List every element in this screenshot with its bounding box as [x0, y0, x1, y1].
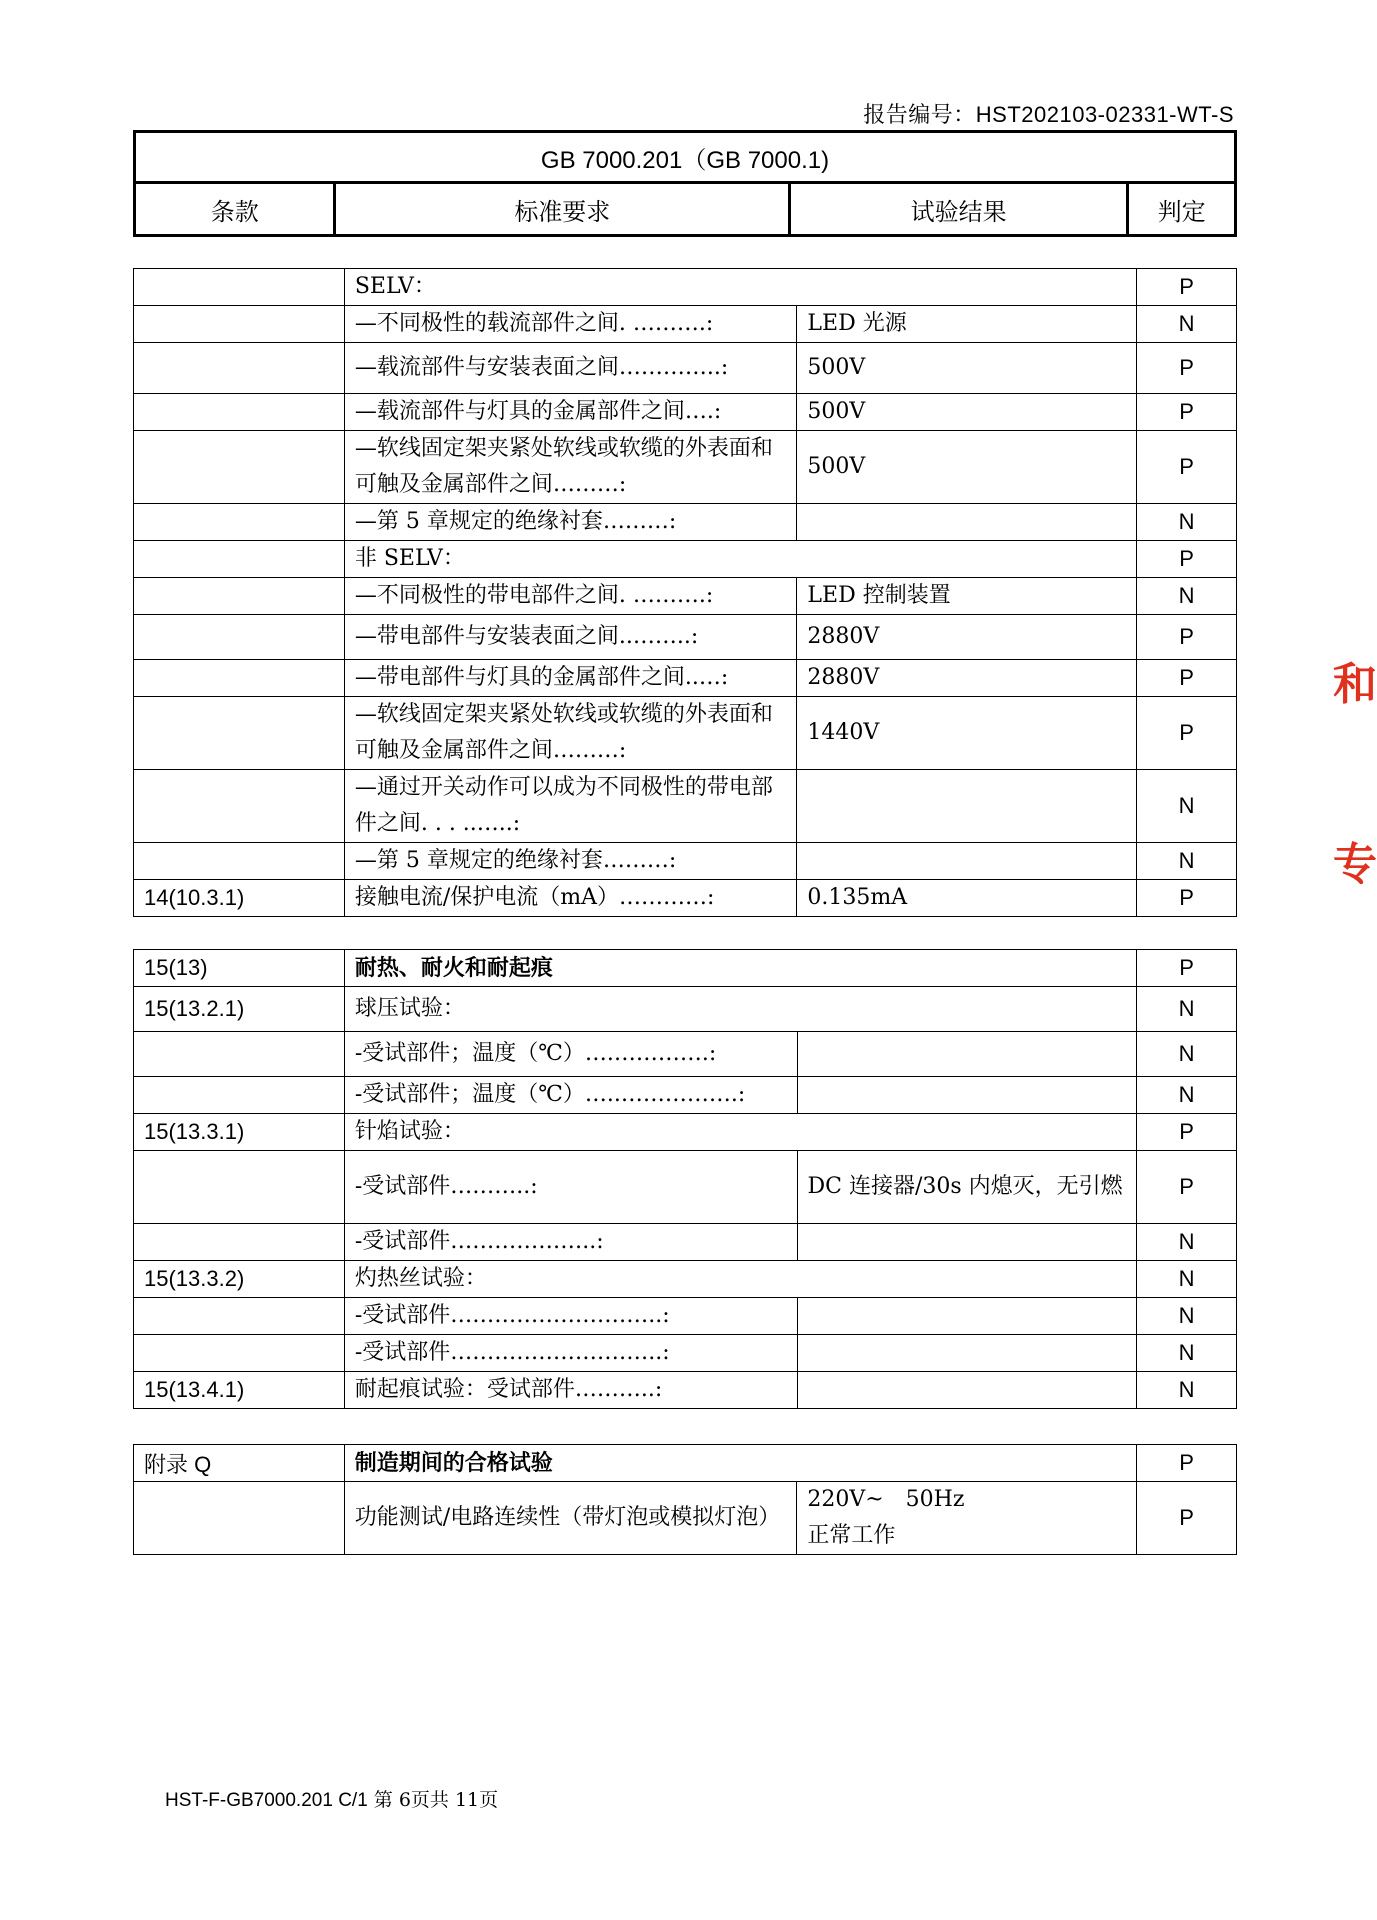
result-cell: 220V~ 50Hz 正常工作 — [797, 1482, 1137, 1555]
result-cell — [797, 1032, 1137, 1077]
table-row — [134, 343, 1237, 394]
requirement-cell: —带电部件与安装表面之间..……..: — [344, 615, 797, 660]
standard-header-table — [133, 130, 1237, 237]
verdict-cell: N — [1137, 987, 1237, 1032]
table-row — [134, 1445, 1237, 1482]
verdict-cell: P — [1137, 431, 1237, 504]
table-row — [134, 880, 1237, 917]
table-row — [134, 1298, 1237, 1335]
result-cell: 2880V — [797, 615, 1137, 660]
requirement-cell: 接触电流/保护电流（mA）…………: — [344, 880, 797, 917]
page-footer — [165, 1785, 498, 1812]
table-row — [134, 770, 1237, 843]
requirement-cell: —通过开关动作可以成为不同极性的带电部件之间. . . ..…..: — [344, 770, 797, 843]
verdict-cell: N — [1137, 504, 1237, 541]
verdict-cell: P — [1137, 660, 1237, 697]
clause-cell — [134, 770, 345, 843]
clause-cell — [134, 1151, 345, 1224]
clause-cell — [134, 843, 345, 880]
clause-cell — [134, 431, 345, 504]
page-number: 第 6页共 11页 — [367, 1789, 499, 1811]
verdict-cell: N — [1137, 1261, 1237, 1298]
clause-cell — [134, 394, 345, 431]
requirement-cell: -受试部件………………..: — [344, 1224, 797, 1261]
requirement-cell: 功能测试/电路连续性（带灯泡或模拟灯泡） — [344, 1482, 797, 1555]
verdict-cell: N — [1137, 578, 1237, 615]
result-cell — [797, 1372, 1137, 1409]
requirement-cell: —不同极性的带电部件之间. ……….: — [344, 578, 797, 615]
verdict-cell: N — [1137, 1335, 1237, 1372]
heat-fire-test-table — [133, 949, 1237, 1409]
table-row — [134, 269, 1237, 306]
result-cell — [797, 1077, 1137, 1114]
clause-cell — [134, 269, 345, 306]
table-row — [134, 697, 1237, 770]
requirement-cell: —第 5 章规定的绝缘衬套………: — [344, 843, 797, 880]
verdict-cell: P — [1137, 880, 1237, 917]
table-row — [134, 615, 1237, 660]
requirement-cell: 耐热、耐火和耐起痕 — [344, 950, 1136, 987]
table-row — [134, 1261, 1237, 1298]
table-row — [134, 541, 1237, 578]
clause-cell — [134, 615, 345, 660]
clause-cell: 15(13) — [134, 950, 345, 987]
verdict-cell: P — [1137, 1482, 1237, 1555]
table-row — [134, 504, 1237, 541]
verdict-cell: P — [1137, 394, 1237, 431]
table-row — [134, 950, 1237, 987]
requirement-cell: 球压试验： — [344, 987, 1136, 1032]
requirement-cell: SELV： — [344, 269, 1136, 306]
clause-cell — [134, 1335, 345, 1372]
result-cell — [797, 1224, 1137, 1261]
result-cell: 0.135mA — [797, 880, 1137, 917]
table-row — [134, 1482, 1237, 1555]
requirement-cell: -受试部件………………………..: — [344, 1298, 797, 1335]
verdict-cell: P — [1137, 541, 1237, 578]
table-row — [134, 1077, 1237, 1114]
clause-cell — [134, 343, 345, 394]
verdict-cell: P — [1137, 615, 1237, 660]
requirement-cell: —载流部件与灯具的金属部件之间….: — [344, 394, 797, 431]
result-cell: 500V — [797, 343, 1137, 394]
clause-cell — [134, 1032, 345, 1077]
report-number-line — [863, 98, 1234, 129]
red-stamp-fragment-top: 和 — [1333, 659, 1377, 710]
verdict-cell: P — [1137, 1151, 1237, 1224]
clause-cell — [134, 578, 345, 615]
clause-cell — [134, 1298, 345, 1335]
verdict-cell: N — [1137, 306, 1237, 343]
table-row — [134, 1151, 1237, 1224]
form-code: HST-F-GB7000.201 C/1 — [165, 1790, 368, 1811]
result-cell: 1440V — [797, 697, 1137, 770]
table-row — [134, 1032, 1237, 1077]
clause-cell — [134, 541, 345, 578]
table-row — [134, 394, 1237, 431]
clause-cell — [134, 306, 345, 343]
result-cell: 500V — [797, 394, 1137, 431]
column-header-clause: 条款 — [135, 183, 335, 236]
table-row — [134, 306, 1237, 343]
result-cell: DC 连接器/30s 内熄灭，无引燃 — [797, 1151, 1137, 1224]
result-cell — [797, 770, 1137, 843]
clause-cell: 14(10.3.1) — [134, 880, 345, 917]
insulation-test-table — [133, 268, 1237, 917]
report-number-label: 报告编号： — [863, 103, 976, 128]
verdict-cell: N — [1137, 770, 1237, 843]
requirement-cell: —软线固定架夹紧处软线或软缆的外表面和可触及金属部件之间………: — [344, 697, 797, 770]
table-row — [134, 1114, 1237, 1151]
report-number: HST202103-02331-WT-S — [975, 102, 1234, 127]
requirement-cell: —软线固定架夹紧处软线或软缆的外表面和可触及金属部件之间………: — [344, 431, 797, 504]
requirement-cell: 制造期间的合格试验 — [344, 1445, 1136, 1482]
result-cell — [797, 1298, 1137, 1335]
clause-cell: 15(13.4.1) — [134, 1372, 345, 1409]
result-cell: LED 光源 — [797, 306, 1137, 343]
requirement-cell: —带电部件与灯具的金属部件之间..…: — [344, 660, 797, 697]
verdict-cell: N — [1137, 1224, 1237, 1261]
standard-title: GB 7000.201（GB 7000.1) — [135, 132, 1236, 183]
column-header-result: 试验结果 — [790, 183, 1128, 236]
verdict-cell: N — [1137, 1372, 1237, 1409]
table-row — [134, 1372, 1237, 1409]
column-header-verdict: 判定 — [1128, 183, 1236, 236]
verdict-cell: P — [1137, 343, 1237, 394]
verdict-cell: P — [1137, 1445, 1237, 1482]
result-cell: 2880V — [797, 660, 1137, 697]
requirement-cell: —载流部件与安装表面之间…………..: — [344, 343, 797, 394]
clause-cell — [134, 697, 345, 770]
table-row — [134, 987, 1237, 1032]
verdict-cell: N — [1137, 1032, 1237, 1077]
table-row — [134, 843, 1237, 880]
table-row — [134, 660, 1237, 697]
red-stamp-fragment-bottom: 专 — [1333, 839, 1377, 890]
requirement-cell: 非 SELV： — [344, 541, 1136, 578]
table-row — [134, 1335, 1237, 1372]
requirement-cell: 针焰试验： — [344, 1114, 1136, 1151]
result-cell — [797, 504, 1137, 541]
verdict-cell: P — [1137, 1114, 1237, 1151]
verdict-cell: P — [1137, 697, 1237, 770]
clause-cell: 15(13.3.2) — [134, 1261, 345, 1298]
table-row — [134, 431, 1237, 504]
verdict-cell: P — [1137, 950, 1237, 987]
requirement-cell: —第 5 章规定的绝缘衬套………: — [344, 504, 797, 541]
result-cell — [797, 1335, 1137, 1372]
table-row — [134, 1224, 1237, 1261]
clause-cell: 附录 Q — [134, 1445, 345, 1482]
production-test-table — [133, 1444, 1237, 1555]
result-cell: LED 控制装置 — [797, 578, 1137, 615]
requirement-cell: -受试部件………………………..: — [344, 1335, 797, 1372]
clause-cell — [134, 660, 345, 697]
result-cell — [797, 843, 1137, 880]
clause-cell: 15(13.3.1) — [134, 1114, 345, 1151]
verdict-cell: N — [1137, 1077, 1237, 1114]
requirement-cell: 耐起痕试验：受试部件………..: — [344, 1372, 797, 1409]
table-row — [134, 578, 1237, 615]
verdict-cell: N — [1137, 843, 1237, 880]
requirement-cell: —不同极性的载流部件之间. ……….: — [344, 306, 797, 343]
clause-cell — [134, 1482, 345, 1555]
requirement-cell: 灼热丝试验： — [344, 1261, 1136, 1298]
clause-cell — [134, 1224, 345, 1261]
requirement-cell: -受试部件；温度（℃）….………….: — [344, 1032, 797, 1077]
clause-cell: 15(13.2.1) — [134, 987, 345, 1032]
requirement-cell: -受试部件；温度（℃）…..…………….: — [344, 1077, 797, 1114]
verdict-cell: N — [1137, 1298, 1237, 1335]
clause-cell — [134, 1077, 345, 1114]
verdict-cell: P — [1137, 269, 1237, 306]
requirement-cell: -受试部件………..: — [344, 1151, 797, 1224]
column-header-requirement: 标准要求 — [335, 183, 790, 236]
clause-cell — [134, 504, 345, 541]
result-cell: 500V — [797, 431, 1137, 504]
